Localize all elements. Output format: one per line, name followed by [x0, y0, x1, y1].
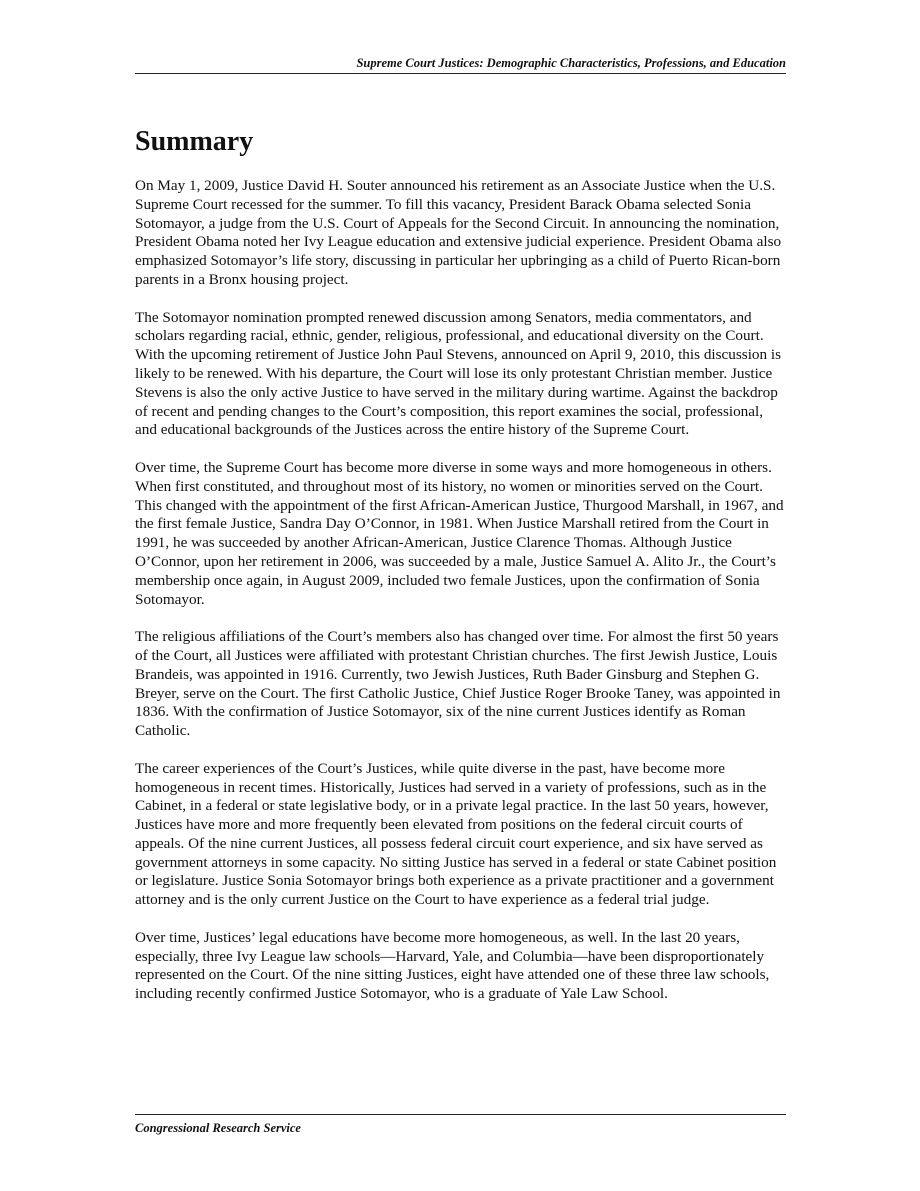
- paragraph-legal-education: Over time, Justices’ legal educations have become more homogeneous, as well. In the last 20 years, especially, three Ivy League law schools—Harvard, Yale, and Columbia—have been disproportionately represented on the Court. Of the nine sitting Justices, eight have attended one of these three law schools, including recently confirmed Justice Sotomayor, who is a graduate of Yale Law School.: [135, 928, 770, 1003]
- running-footer: Congressional Research Service: [135, 1114, 786, 1136]
- section-title: Summary: [135, 126, 254, 157]
- running-header: Supreme Court Justices: Demographic Characteristics, Professions, and Education: [135, 55, 786, 74]
- paragraph-diversity-discussion: The Sotomayor nomination prompted renewed discussion among Senators, media commentators, and scholars regarding racial, ethnic, gender, religious, professional, and educational diversity on the Court. With the upcoming retirement of Justice John Paul Stevens, announced on April 9, 2010, this discussion is likely to be renewed. With his departure, the Court will lose its only protestant Christian member. Justice Stevens is also the only active Justice to have served in the military during wartime. Against the backdrop of recent and pending changes to the Court’s composition, this report examines the social, professional, and educational backgrounds of the Justices across the entire history of the Supreme Court.: [135, 308, 782, 439]
- summary-body: [135, 177, 786, 1023]
- paragraph-religious-affiliations: The religious affiliations of the Court’s members also has changed over time. For almost the first 50 years of the Court, all Justices were affiliated with protestant Christian churches. The first Jewish Justice, Louis Brandeis, was appointed in 1916. Currently, two Jewish Justices, Ruth Bader Ginsburg and Stephen G. Breyer, serve on the Court. The first Catholic Justice, Chief Justice Roger Brooke Taney, was appointed in 1836. With the confirmation of Justice Sotomayor, six of the nine current Justices identify as Roman Catholic.: [135, 628, 781, 740]
- paragraph-career-experiences: The career experiences of the Court’s Justices, while quite diverse in the past, have become more homogeneous in recent times. Historically, Justices had served in a variety of professions, such as in the Cabinet, in a federal or state legislative body, or in a private legal practice. In the last 50 years, however, Justices have more and more frequently been elevated from positions on the federal circuit courts of appeals. Of the nine current Justices, all possess federal circuit court experience, and six have served as government attorneys in some capacity. No sitting Justice has served in a federal or state Cabinet position or legislature. Justice Sonia Sotomayor brings both experience as a private practitioner and a government attorney and is the only current Justice on the Court to have experience as a federal trial judge.: [135, 759, 777, 909]
- paragraph-demographic-diversity: Over time, the Supreme Court has become more diverse in some ways and more homogeneous in others. When first constituted, and throughout most of its history, no women or minorities served on the Court. This changed with the appointment of the first African-American Justice, Thurgood Marshall, in 1967, and the first female Justice, Sandra Day O’Connor, in 1981. When Justice Marshall retired from the Court in 1991, he was succeeded by another African-American, Justice Clarence Thomas. Although Justice O’Connor, upon her retirement in 2006, was succeeded by a male, Justice Samuel A. Alito Jr., the Court’s membership once again, in August 2009, included two female Justices, upon the confirmation of Sonia Sotomayor.: [135, 458, 784, 608]
- paragraph-souter-retirement: On May 1, 2009, Justice David H. Souter announced his retirement as an Associate Justice when the U.S. Supreme Court recessed for the summer. To fill this vacancy, President Barack Obama selected Sonia Sotomayor, a judge from the U.S. Court of Appeals for the Second Circuit. In announcing the nomination, President Obama noted her Ivy League education and extensive judicial experience. President Obama also emphasized Sotomayor’s life story, discussing in particular her upbringing as a child of Puerto Rican-born parents in a Bronx housing project.: [135, 177, 782, 288]
